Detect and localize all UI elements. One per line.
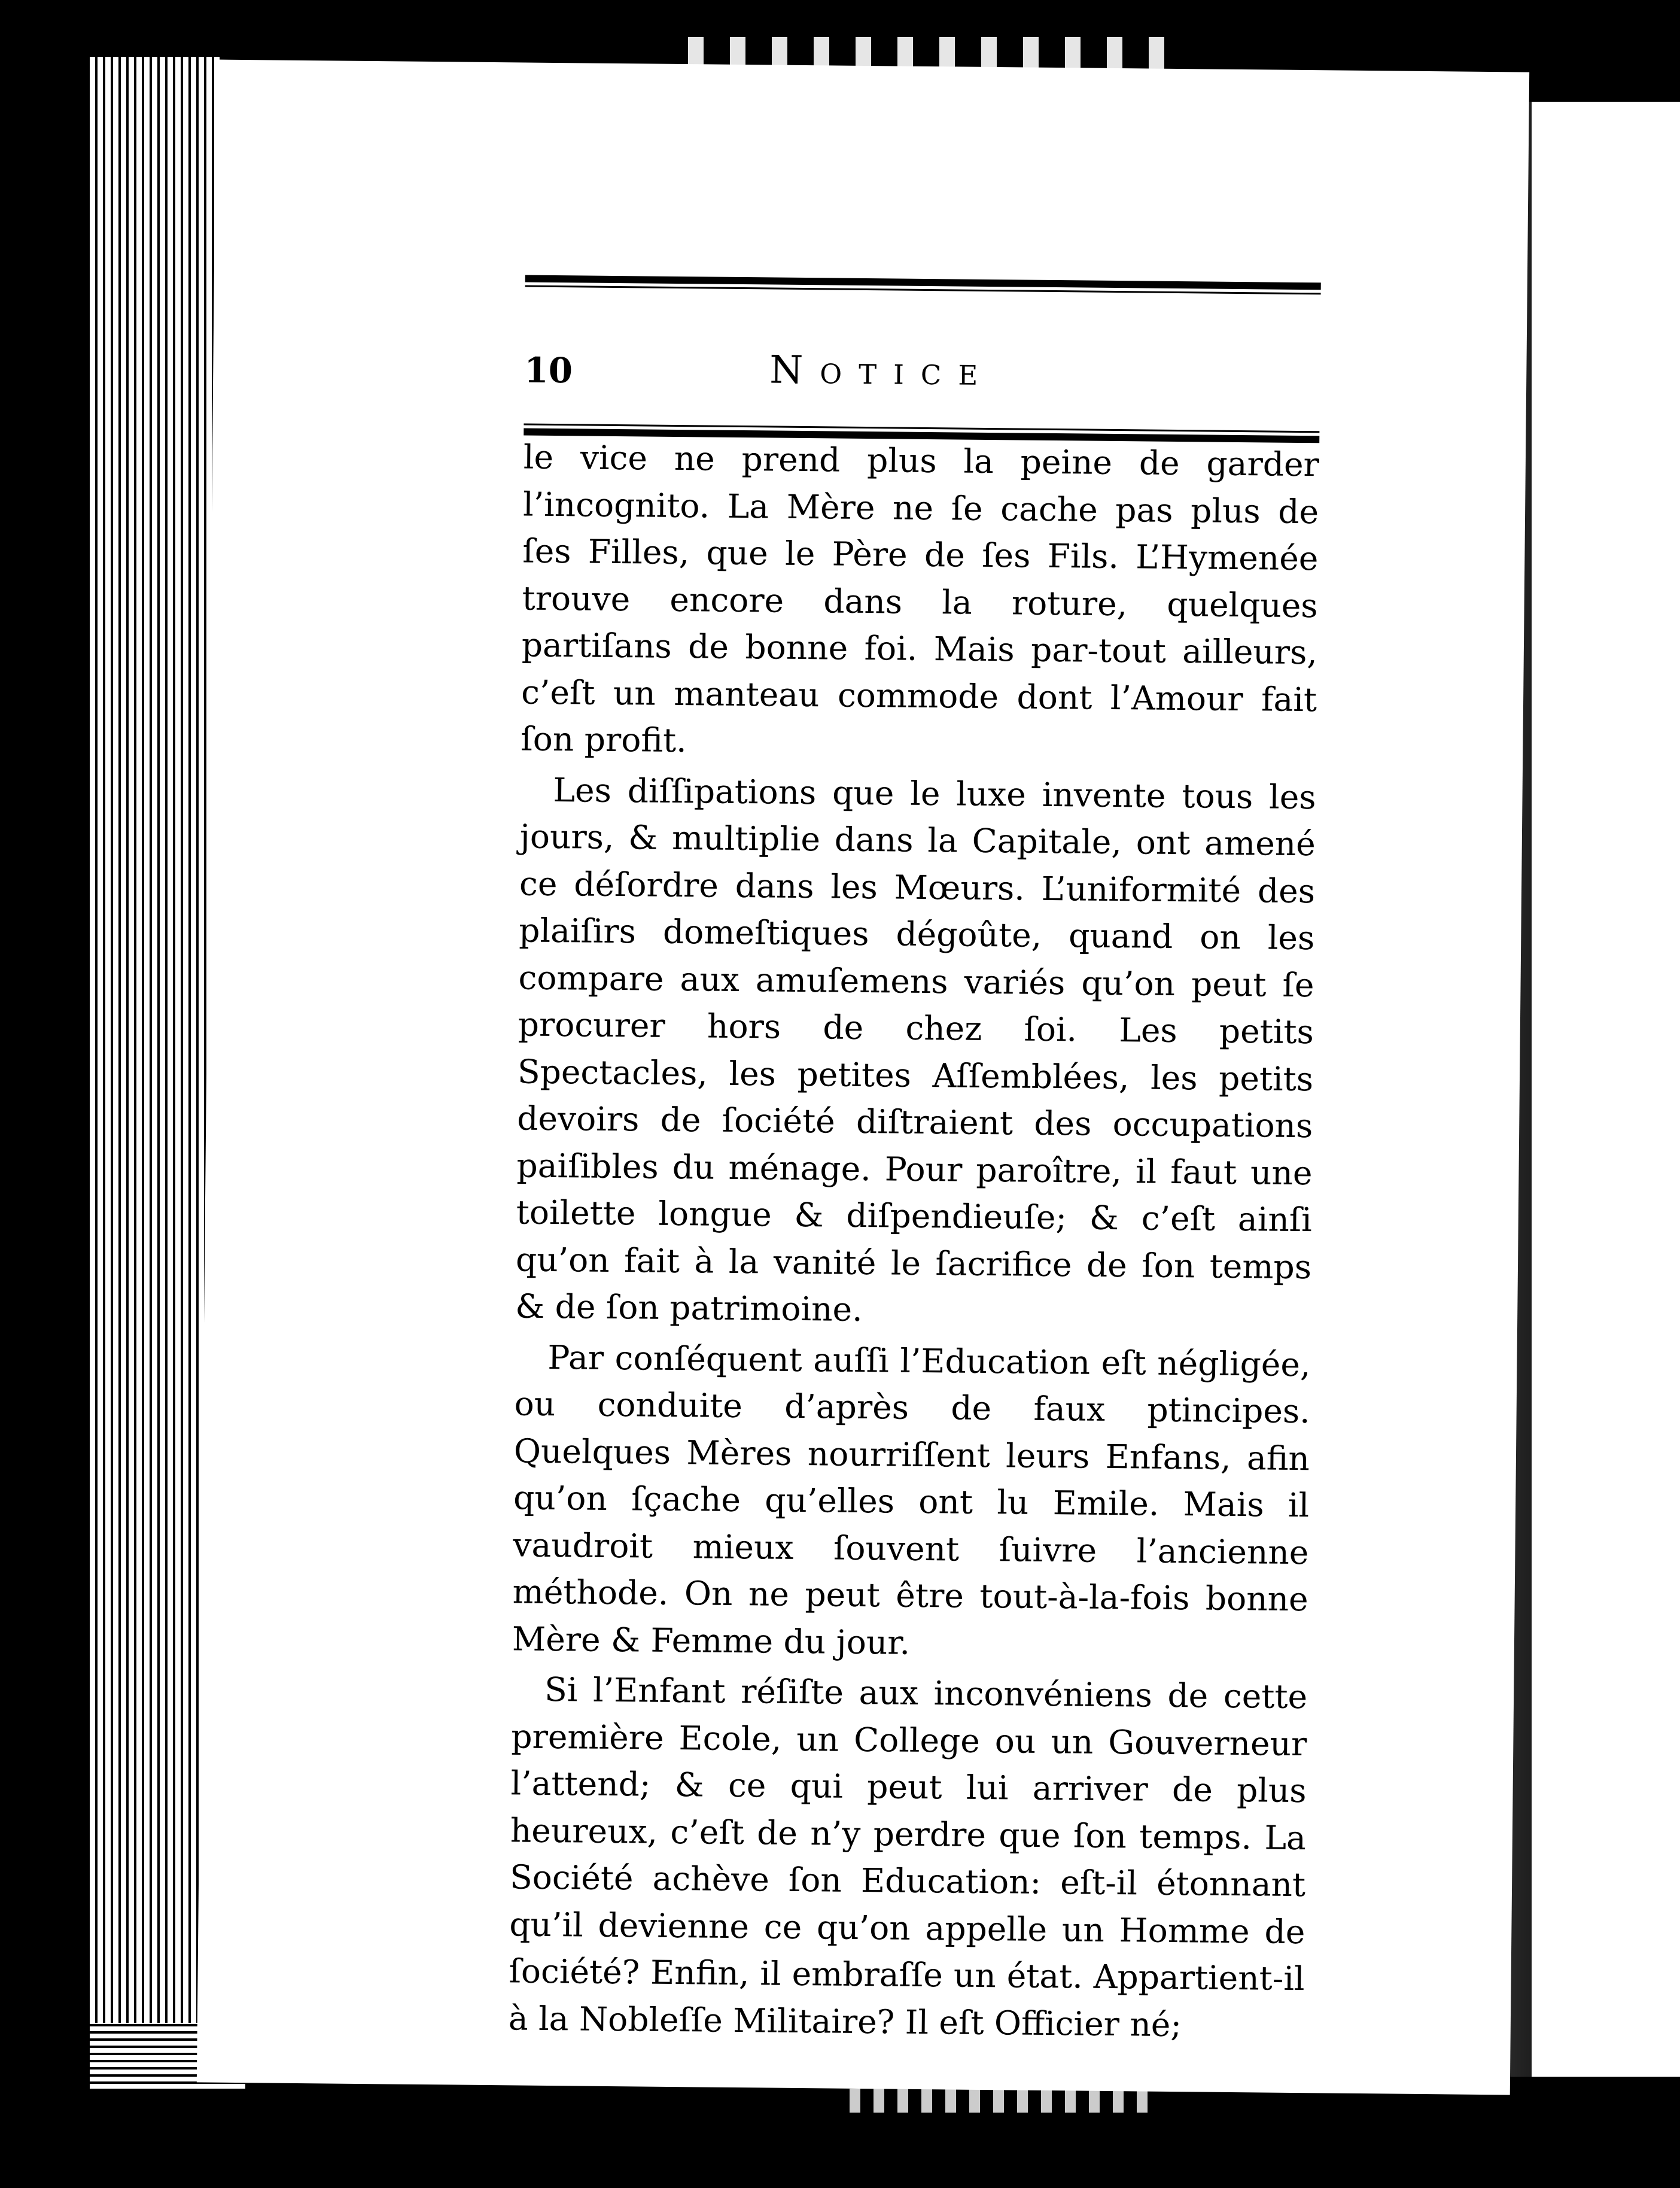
paragraph-2: Les diſſipations que le luxe invente tous les jours, & multiplie dans la Capitale, ont amené ce déſordre dans les Mœurs. L’uniformité des plaiſirs domeſtiques dégoûte, quand on les compare aux amuſemens variés qu’on peut ſe procurer hors de chez ſoi. Les petits Spectacles, les petites Aſſemblées, les petits devoirs de ſociété diſtraient des occupations paiſibles du ménage. Pour paroître, il faut une toilette longue & diſpendieuſe; & c’eſt ainſi qu’on fait à la vanité le ſacrifice de ſon temps & de ſon patrimoine.: [515, 770, 1316, 1329]
body-text: [509, 434, 1320, 2050]
paragraph-4: Si l’Enfant réſiſte aux inconvéniens de cette première Ecole, un College ou un Gouverneur l’attend; & ce qui peut lui arriver de plus heureux, c’eſt de n’y perdre que ſon temps. La Société achève ſon Education: eſt-il étonnant qu’il devienne ce qu’on appelle un Homme de ſociété? Enfin, il embraſſe un état. Appartient-il à la Nobleſſe Militaire? Il eſt Officier né;: [508, 1670, 1308, 2044]
facing-page-edge: [1532, 102, 1680, 2077]
running-head: [524, 269, 1321, 457]
book-page: [197, 60, 1529, 2095]
running-head-title: Notice: [769, 348, 995, 395]
scan-artifact-bottom: [850, 2089, 1161, 2113]
paragraph-3: Par conſéquent auſſi l’Education eſt négligée, ou conduite d’après de faux ptincipes. Quelques Mères nourriſſent leurs Enfans, afin qu’on ſçache qu’elles ont lu Emile. Mais il vaudroit mieux ſouvent ſuivre l’ancienne méthode. On ne peut être tout-à-la-fois bonne Mère & Femme du jour.: [512, 1338, 1311, 1662]
page-number: 10: [524, 350, 573, 391]
paragraph-1: le vice ne prend plus la peine de garder l’incognito. La Mère ne ſe cache pas plus de ſes Filles, que le Père de ſes Fils. L’Hymenée trouve encore dans la roture, quelques partiſans de bonne foi. Mais par-tout ailleurs, c’eſt un manteau commode dont l’Amour fait ſon profit.: [521, 437, 1320, 760]
